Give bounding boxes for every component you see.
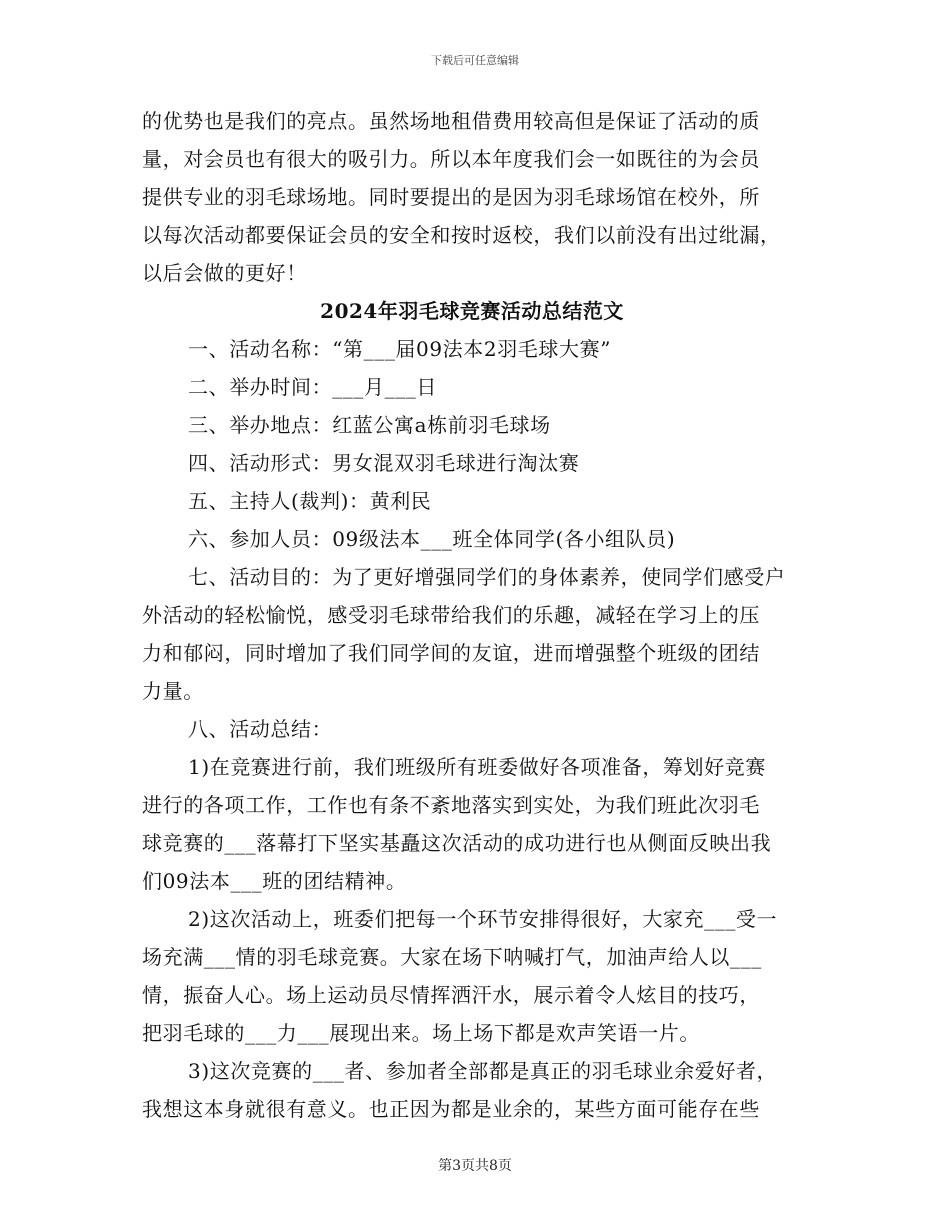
info-item-name: 一、活动名称：“第___届09法本2羽毛球大赛”	[188, 337, 612, 361]
text-line: 1)在竞赛进行前，我们班级所有班委做好各项准备，筹划好竞赛	[188, 755, 766, 779]
info-list	[142, 330, 802, 558]
text-line: 量，对会员也有很大的吸引力。所以本年度我们会一如既往的为会员	[142, 147, 760, 171]
text-line: 把羽毛球的___力___展现出来。场上场下都是欢声笑语一片。	[142, 1021, 700, 1045]
summary-paragraph-2	[142, 900, 802, 1052]
text-line: 我想这本身就很有意义。也正因为都是业余的，某些方面可能存在些	[142, 1097, 760, 1121]
page-number: 第3页共8页	[438, 1158, 512, 1174]
text-line: 场充满___情的羽毛球竞赛。大家在场下呐喊打气，加油声给人以___	[142, 945, 762, 969]
text-line: 们09法本___班的团结精神。	[142, 869, 407, 893]
text-line: 七、活动目的：为了更好增强同学们的身体素养，使同学们感受户	[188, 565, 786, 589]
document-title: 2024年羽毛球竞赛活动总结范文	[320, 299, 624, 323]
text-line: 以每次活动都要保证会员的安全和按时返校，我们以前没有出过纰漏，	[142, 223, 781, 247]
text-line: 球竞赛的___落幕打下坚实基矗这次活动的成功进行也从侧面反映出我	[142, 831, 772, 855]
info-item-time: 二、举办时间：___月___日	[188, 375, 437, 399]
text-line: 2)这次活动上，班委们把每一个环节安排得很好，大家充___受一	[188, 907, 778, 931]
text-line: 力和郁闷，同时增加了我们同学间的友谊，进而增强整个班级的团结	[142, 641, 760, 665]
text-line: 外活动的轻松愉悦，感受羽毛球带给我们的乐趣，减轻在学习上的压	[142, 603, 760, 627]
info-item-host: 五、主持人(裁判)：黄利民	[188, 489, 432, 513]
summary-paragraph-1	[142, 748, 802, 900]
text-line: 3)这次竞赛的___者、参加者全部都是真正的羽毛球业余爱好者，	[188, 1059, 778, 1083]
text-line: 的优势也是我们的亮点。虽然场地租借费用较高但是保证了活动的质	[142, 109, 760, 133]
text-line: 以后会做的更好！	[142, 261, 307, 285]
purpose-paragraph	[142, 558, 802, 710]
text-line: 进行的各项工作，工作也有条不紊地落实到实处，为我们班此次羽毛	[142, 793, 760, 817]
text-line: 提供专业的羽毛球场地。同时要提出的是因为羽毛球场馆在校外，所	[142, 185, 760, 209]
summary-heading: 八、活动总结：	[188, 717, 333, 741]
info-item-location: 三、举办地点：红蓝公寓a栋前羽毛球场	[188, 413, 551, 437]
page-header: 下载后可任意编辑	[431, 54, 519, 67]
text-line: 情，振奋人心。场上运动员尽情挥洒汗水，展示着令人炫目的技巧，	[142, 983, 760, 1007]
intro-paragraph	[142, 102, 802, 292]
document-body	[142, 102, 802, 1128]
info-item-participants: 六、参加人员：09级法本___班全体同学(各小组队员)	[188, 527, 676, 551]
summary-paragraph-3	[142, 1052, 802, 1128]
info-item-format: 四、活动形式：男女混双羽毛球进行淘汰赛	[188, 451, 580, 475]
text-line: 力量。	[142, 679, 204, 703]
